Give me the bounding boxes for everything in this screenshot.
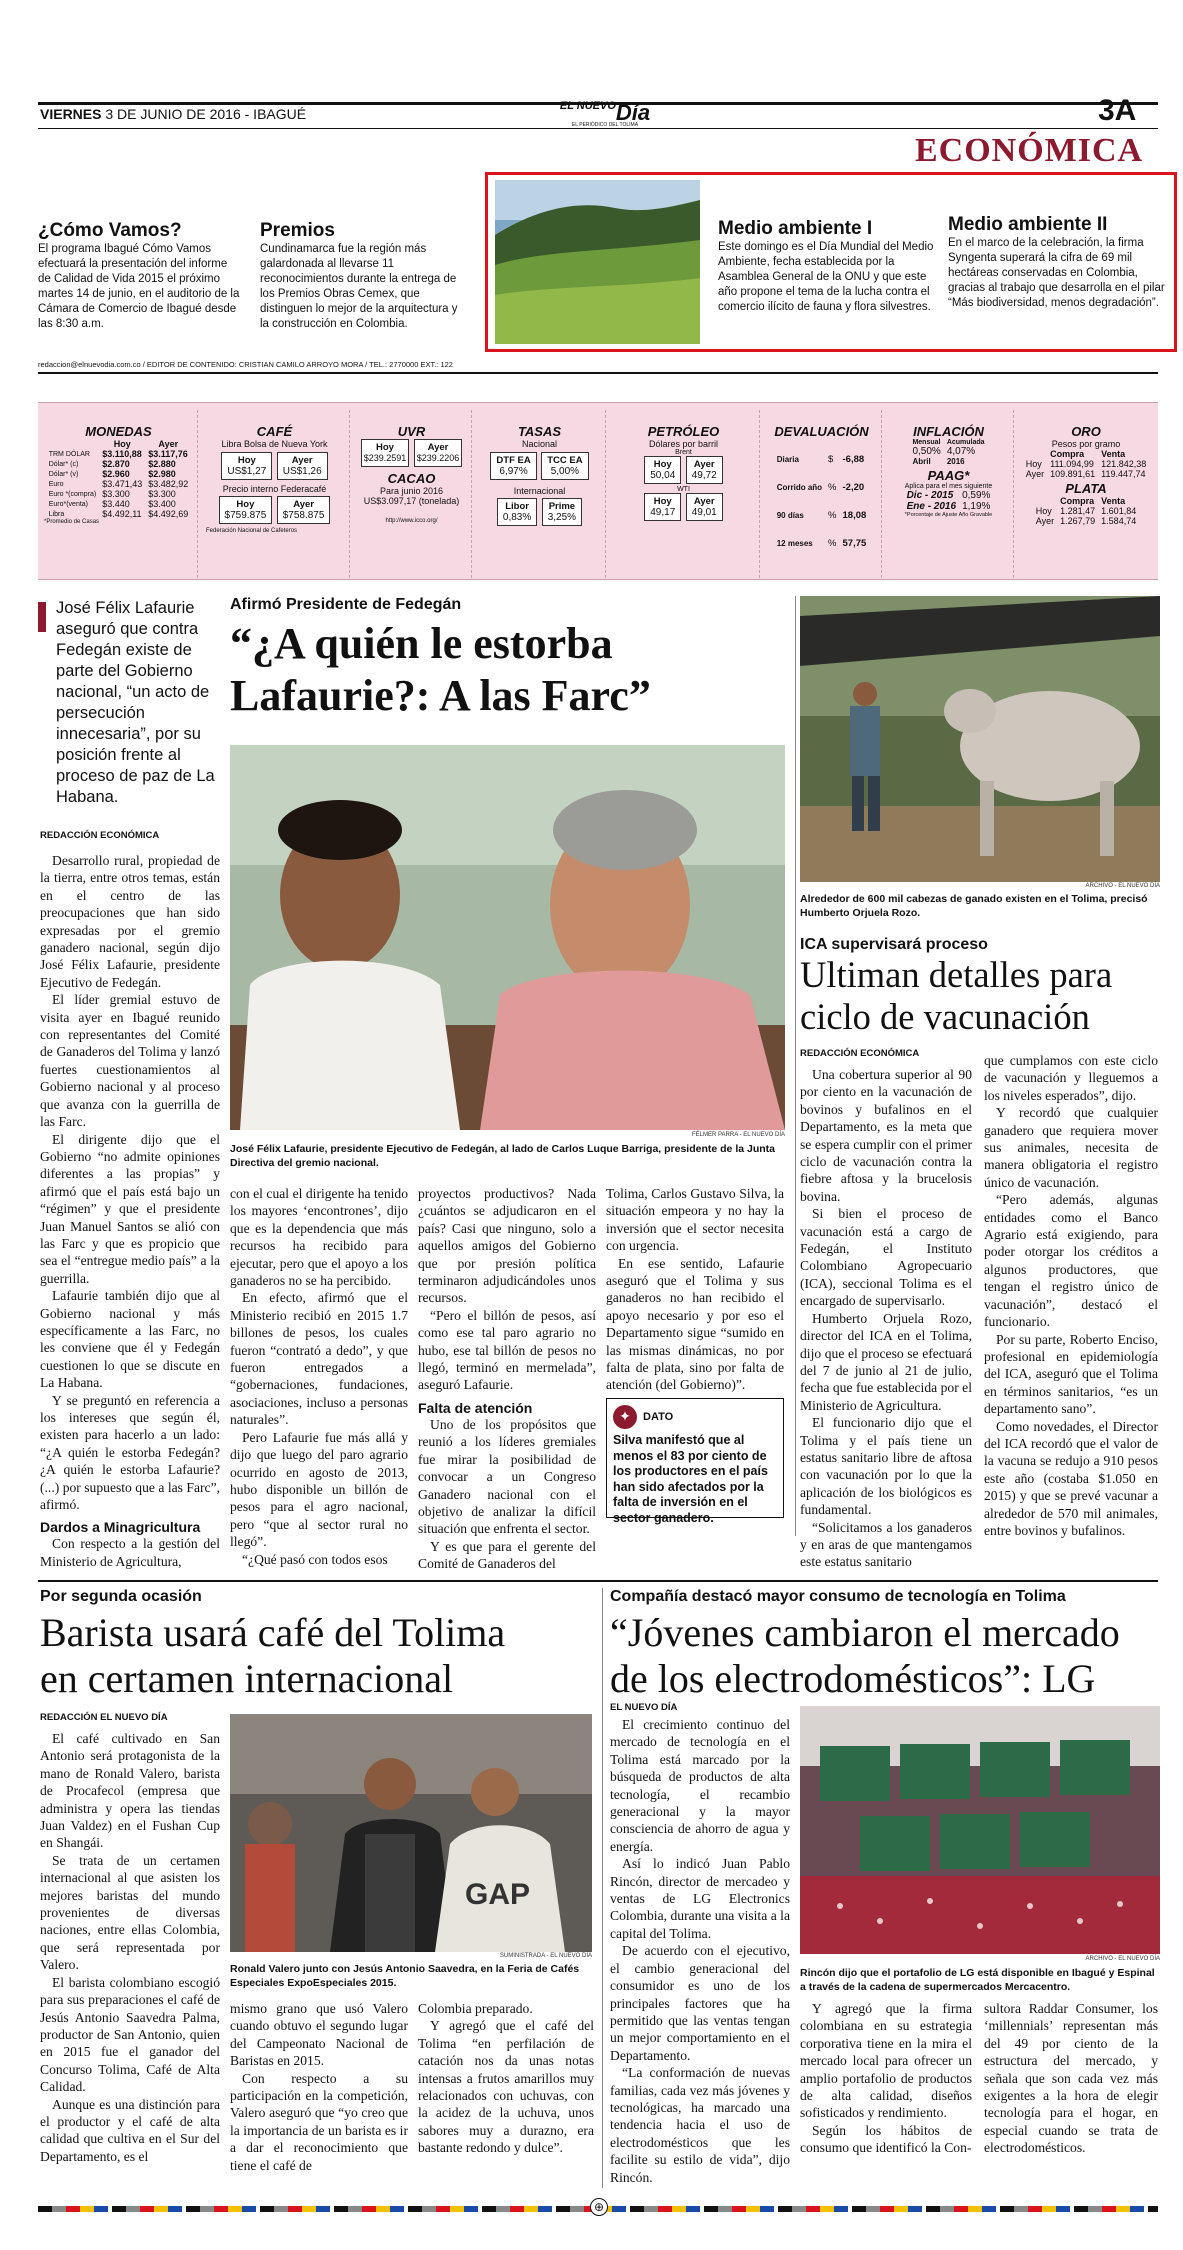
- brief-title: Medio ambiente I: [718, 218, 873, 239]
- lead-summary-marker: [38, 602, 46, 632]
- ica-kicker: ICA supervisará proceso: [800, 936, 988, 953]
- main-headline: [230, 618, 790, 722]
- barista-byline: REDACCIÓN EL NUEVO DÍA: [40, 1712, 168, 1723]
- dato-icon: ✦: [613, 1405, 637, 1429]
- main-byline: REDACCIÓN ECONÓMICA: [40, 830, 160, 841]
- main-col-3: proyectos productivos? Nada ¿cuántos se adjudicaron en el país? Casi que ninguno, solo a aquellos amigos del Gobierno que por presión política terminaron adjudicándoles unos recursos. “Pero el billón de pesos, así como ese tal paro agrario no hubo, ese tal billón de pesos no llegó, terminó en mermelada”, aseguró Lafaurie. Falta de atención Uno de los propósitos que reunió a los líderes gremiales fue mirar la posibilidad de convocar a un Congreso Ganadero nacional con el objetivo de analizar la difícil situación que enfrenta el sector. Y es que para el gerente del Comité de Ganaderos del: [418, 1186, 596, 1572]
- brief-title: ¿Cómo Vamos?: [38, 220, 182, 241]
- cattle-photo: [800, 596, 1160, 882]
- lg-headline-line2: de los electrodomésticos”: LG: [610, 1656, 1096, 1701]
- lg-store-photo: [800, 1706, 1160, 1954]
- ica-byline: REDACCIÓN ECONÓMICA: [800, 1048, 920, 1059]
- svg-text:GAP: GAP: [465, 1878, 531, 1911]
- market-devaluacion: DEVALUACIÓN Diaria $ -6,88 Corrido año % -2,20 90 días % 18,08 12 meses % 57,75: [762, 410, 882, 578]
- main-col-2: con el cual el dirigente ha tenido los mayores ‘encontrones’, dijo que es la dependencia que más recursos ha recibido para ejecutar, pero que el apoyo a los ganaderos no se ha percibido. En efecto, afirmó que el Ministerio recibió en 2015 1.7 billones de pesos, los cuales fueron “contrató a dedo”, y que fueron entregados a “gobernaciones, fundaciones, asociaciones, incluso a personas naturales”. Pero Lafaurie fue más allá y dijo que luego del paro agrario ocurrido en agosto de 2013, hubo disponible un billón de pesos para el agro nacional, pero “que al sector rural no llegó”. “¿Qué pasó con todos esos: [230, 1186, 408, 1567]
- lafaurie-photo: [230, 745, 785, 1130]
- barista-photo-credit: SUMINISTRADA - EL NUEVO DÍA: [499, 1953, 592, 1959]
- barista-col-2: mismo grano que usó Valero cuando obtuvo el segundo lugar del Campeonato Nacional de Baristas en 2015. Con respecto a su participación en la competición, Valero aseguró que “yo creo que la importancia de un barista es ir a dar el reconocimiento que tiene el café de: [230, 2001, 408, 2173]
- ica-headline: [800, 954, 1160, 1038]
- barista-col-1: El café cultivado en San Antonio será protagonista de la mano de Ronald Valero, barista de Procafecol (empresa que administra y opera las tiendas Juan Valdez) en el Fushan Cup en Shangái. Se trata de un certamen internacional al que asisten los mejores baristas del mundo provenientes de diversas naciones, entre ellas Colombia, que será representada por Valero. El barista colombiano escogió para sus preparaciones el café de Jesús Antonio Saavedra Palma, productor de San Antonio, quien en 2015 fue el ganador del Concurso Tolima, Café de Alta Calidad. Aunque es una distinción para el productor y el café de alta calidad que cultiva en el Sur del Departamento, es el: [40, 1731, 220, 2164]
- dato-box: [606, 1398, 784, 1525]
- logo-dia: Día: [615, 100, 651, 125]
- market-title: MONEDAS: [85, 424, 152, 439]
- lg-byline: EL NUEVO DÍA: [610, 1702, 678, 1713]
- main-headline-line1: “¿A quién le estorba: [230, 619, 613, 668]
- section-title: ECONÓMICA: [915, 132, 1144, 169]
- lg-col-3: sultora Raddar Consumer, los ‘millennials’ representan más del 49 por ciento de la estructura del mercado, y señala que son cada vez más exigentes a la hora de elegir tecnología para el hogar, en especial cuando se trata de electrodomésticos.: [984, 2001, 1158, 2156]
- barista-col-3: Colombia preparado. Y agregó que el café del Tolima “en perfilación de catación nos da unas notas intensas a frutos amarillos muy relacionados con uchuvas, con la acidez de la uchuva, unos sabores muy a durazno, era bastante redondo y dulce”.: [418, 2001, 594, 2156]
- brief-body: El programa Ibagué Cómo Vamos efectuará la presentación del informe de Calidad de Vida 2015 el próximo martes 14 de junio, en el auditorio de la Cámara de Comercio de Ibagué desde las 8:30 a.m.: [38, 243, 240, 330]
- dato-label: DATO: [643, 1411, 674, 1423]
- barista-headline: [40, 1610, 600, 1702]
- logo-el-nuevo: EL NUEVO: [559, 100, 616, 112]
- main-kicker: Afirmó Presidente de Fedegán: [230, 596, 462, 613]
- brief-premios: [260, 220, 465, 332]
- market-monedas: MONEDAS Hoy Ayer TRM DÓLAR $3.110,88 $3.117,76 Dólar* (c) $2.870 $2.880 Dólar* (v) $2.960 $2.980 Euro $3.471,43 $3.482,92 Euro *(compra) $3.300 $3.300 Euro*(venta) $3.440 $3.400 Libra $4.492,11 $4.492,69 *Promedio de Casas: [40, 410, 198, 578]
- brief-title: Premios: [260, 220, 335, 241]
- header-date-day: VIERNES: [40, 106, 102, 122]
- brief-title: Medio ambiente II: [948, 214, 1108, 235]
- barista-photo: [230, 1714, 592, 1952]
- barista-headline-line1: Barista usará café del Tolima: [40, 1610, 506, 1655]
- ica-photo-caption: Alrededor de 600 mil cabezas de ganado existen en el Tolima, precisó Humberto Orjuela Rozo.: [800, 893, 1148, 919]
- main-photo-caption: José Félix Lafaurie, presidente Ejecutivo de Fedegán, al lado de Carlos Luque Barriga, presidente de la Junta Directiva del gremio nacional.: [230, 1143, 775, 1169]
- lg-photo-caption: Rincón dijo que el portafolio de LG está disponible en Ibagué y Espinal a través de la cadena de supermercados Mercacentro.: [800, 1967, 1155, 1993]
- lg-kicker: Compañía destacó mayor consumo de tecnología en Tolima: [610, 1588, 1066, 1605]
- market-oro: ORO Pesos por gramo Compra Venta Hoy 111.094,99 121.842,38 Ayer 109.891,61 119.447,74 PLATA Compra Venta Hoy 1.281,47 1.601,84 Ayer 1.267,79 1.584,74: [1025, 424, 1147, 526]
- ica-headline-line2: ciclo de vacunación: [800, 996, 1090, 1037]
- logo-tagline: EL PERIÓDICO DEL TOLIMA: [571, 122, 639, 128]
- ica-headline-line1: Ultiman detalles para: [800, 954, 1113, 995]
- main-col-4: Tolima, Carlos Gustavo Silva, la situación empeora y no hay la inversión que el sector necesita con urgencia. En ese sentido, Lafaurie aseguró que el Tolima y sus ganaderos no han recibido el apoyo necesario y por eso el Departamento sigue “sumido en las mismas dinámicas, no por falta de plata, sino por falta de atención (del Gobierno)”.: [606, 1186, 784, 1393]
- main-subhead-falta: Falta de atención: [418, 1399, 533, 1416]
- brief-como-vamos: [38, 220, 243, 332]
- main-photo-credit: FÉLMER PARRA - EL NUEVO DÍA: [691, 1132, 785, 1138]
- landscape-photo: [495, 180, 700, 344]
- lg-headline-line1: “Jóvenes cambiaron el mercado: [610, 1610, 1120, 1655]
- market-petroleo: PETRÓLEO Dólares por barril Brent Hoy 50,04 Ayer 49,72 WTI Hoy 49,17 Ayer 49,01: [608, 410, 760, 578]
- main-col-1: Desarrollo rural, propiedad de la tierra, entre otros temas, están en el centro de las preocupaciones que han sido expresadas por el gremio ganadero nacional, según dijo José Félix Lafaurie, presidente Ejecutivo de Fedegán. El líder gremial estuvo de visita ayer en Ibagué reunido con representantes del Comité de Ganaderos del Tolima y lanzó fuertes cuestionamientos al Gobierno nacional y al proceso que avanza con la guerrilla de las Farc. El dirigente dijo que el Gobierno “no admite opiniones diferentes a las propias” y afirmó que el país está bajo un “régimen” y que el presidente Juan Manuel Santos se alió con las Farc y que es propicio que sea el “entregue medio país” a la guerrilla. Lafaurie también dijo que al Gobierno nacional y más específicamente a las Farc, no les conviene que él y Fedegán cuestionen lo que se discute en La Habana. Y se preguntó en referencia a los intereses que según él, existen para hacerlo a un lado: “¿A quién le estorba Fedegán? ¿A quién le estorba Lafaurie? (...) por supuesto que a las Farc”, afirmó. Dardos a Minagricultura Con respecto a la gestión del Ministerio de Agricultura,: [40, 853, 220, 1569]
- lead-summary: José Félix Lafaurie aseguró que contra Fedegán existe de parte del Gobierno nacional, “un acto de persecución innecesaria”, por su posición frente al proceso de paz de La Habana.: [56, 599, 215, 806]
- ica-photo-credit: ARCHIVO - EL NUEVO DÍA: [1085, 883, 1160, 889]
- registration-mark-icon: ⊕: [590, 2198, 608, 2216]
- header-date: [40, 106, 306, 122]
- lg-photo-credit: ARCHIVO - EL NUEVO DÍA: [1085, 1956, 1160, 1962]
- market-tasas: TASAS Nacional DTF EA 6,97% TCC EA 5,00% Internacional Libor 0,83% Prime 3,25%: [474, 410, 606, 578]
- main-headline-line2: Lafaurie?: A las Farc”: [230, 671, 651, 720]
- market-inflacion: INFLACIÓN Mensual Acumulada 0,50% 4,07% Abril 2016 PAAG* Aplica para el mes siguiente Dic - 2015 0,59% Ene - 2016 1,19% *Porcentaje de Ajuste Año Gravable: [884, 410, 1014, 578]
- brief-body: Cundinamarca fue la región más galardonada al llevarse 11 reconocimientos durante la entrega de los Premios Obras Cemex, que distinguen lo mejor de la arquitectura y la construcción en Colombia.: [260, 243, 458, 330]
- ica-col-1: Una cobertura superior al 90 por ciento en la vacunación de bovinos y bufalinos en el Departamento, es la meta que se espera cumplir con el primer ciclo de vacunación contra la fiebre aftosa y la brucelosis bovina. Si bien el proceso de vacunación está a cargo de Fedegán, el Instituto Colombiano Agropecuario (ICA), seccional Tolima es el encargado de supervisarlo. Humberto Orjuela Rozo, director del ICA en el Tolima, dijo que el proceso se efectuará del 7 de junio al 21 de julio, fecha que fue establecida por el Ministerio de Agricultura. El funcionario dijo que el Tolima y el país tiene un estatus sanitario libre de aftosa con vacunación por lo que la aplicación de los biológicos es fundamental. “Solicitamos a los ganaderos y en aras de que mantengamos este estatus sanitario: [800, 1067, 972, 1570]
- lg-col-2: Y agregó que la firma colombiana en su estrategia corporativa tiene en la mira el mercado local para ofrecer un amplio portafolio de productos de alta calidad, diseños sofisticados y rendimiento. Según los hábitos de consumo que identificó la Con-: [800, 2001, 972, 2156]
- ica-col-2: que cumplamos con este ciclo de vacunación y lleguemos a los niveles esperados”, dijo. Y recordó que cualquier ganadero que requiera mover sus animales, necesita de manera obligatoria el registro único de vacunación. “Pero además, algunas entidades como el Banco Agrario está exigiendo, para poder otorgar los créditos a algunos productores, que tengan el registro único de vacunación”, destacó el funcionario. Por su parte, Roberto Enciso, profesional en epidemiología del ICA, aseguró que el Tolima en términos sanitarios, “es un departamento sano”. Como novedades, el Director del ICA recordó que el valor de la vacuna se redujo a 910 pesos este año (costaba $1.050 en 2015) y que se prevé vacunar a alrededor de 570 mil animales, entre bovinos y bufalinos.: [984, 1053, 1158, 1538]
- market-uvr: UVR Hoy $239.2591 Ayer $239.2206 CACAO Para junio 2016 US$3.097,17 (tonelada) http://www.icco.org/: [352, 410, 472, 578]
- dato-text: Silva manifestó que al menos el 83 por ciento de los productores en el país han sido afectados por la falta de inversión en el sector ganadero.: [613, 1433, 768, 1525]
- barista-headline-line2: en certamen internacional: [40, 1656, 454, 1701]
- brief-body: En el marco de la celebración, la firma Syngenta superará la cifra de 69 mil hectáreas conservadas en Colombia, gracias al trabajo que desarrolla en el pilar “Más biodiversidad, menos degradación”.: [948, 237, 1165, 309]
- main-subhead-dardos: Dardos a Minagricultura: [40, 1519, 201, 1536]
- staff-line: redaccion@elnuevodia.com.co / EDITOR DE CONTENIDO: CRISTIAN CAMILO ARROYO MORA / TEL.: 2770000 EXT.: 122: [38, 360, 453, 369]
- market-cafe: CAFÉ Libra Bolsa de Nueva York Hoy US$1,27 Ayer US$1,26 Precio interno Federacafé Hoy $759.875 Ayer $758.875 Federación Nacional de Cafeteros: [200, 410, 350, 578]
- barista-photo-caption: Ronald Valero junto con Jesús Antonio Saavedra, en la Feria de Cafés Especiales ExpoEspeciales 2015.: [230, 1963, 580, 1989]
- lg-col-1: El crecimiento continuo del mercado de tecnología en el Tolima está marcado por la búsqueda de productos de alta tecnología, el recambio generacional y la mayor consciencia de ahorro de agua y energía. Así lo indicó Juan Pablo Rincón, director de mercadeo y ventas de LG Electronics Colombia, durante una visita a la capital del Tolima. De acuerdo con el ejecutivo, el cambio generacional del consumidor es uno de los principales factores que ha permitido que las ventas tengan un mejor comportamiento en el Departamento. “La conformación de nuevas familias, cada vez más jóvenes y tecnológicas, ha marcado una tendencia hacia el uso de electrodomésticos que les facilite su estilo de vida”, dijo Rincón.: [610, 1717, 790, 2185]
- page-number: 3A: [1098, 94, 1137, 127]
- lg-headline: [610, 1610, 1170, 1702]
- barista-kicker: Por segunda ocasión: [40, 1588, 202, 1605]
- brief-body: Este domingo es el Día Mundial del Medio Ambiente, fecha establecida por la Asamblea General de la ONU y que este año propone el tema de la lucha contra el comercio ilícito de fauna y flora silvestres.: [718, 241, 934, 313]
- header-date-rest: 3 DE JUNIO DE 2016 - IBAGUÉ: [105, 106, 307, 122]
- brief-medio-ambiente-2: [948, 214, 1170, 311]
- newspaper-logo: [540, 100, 670, 130]
- brief-medio-ambiente-1: [718, 218, 938, 315]
